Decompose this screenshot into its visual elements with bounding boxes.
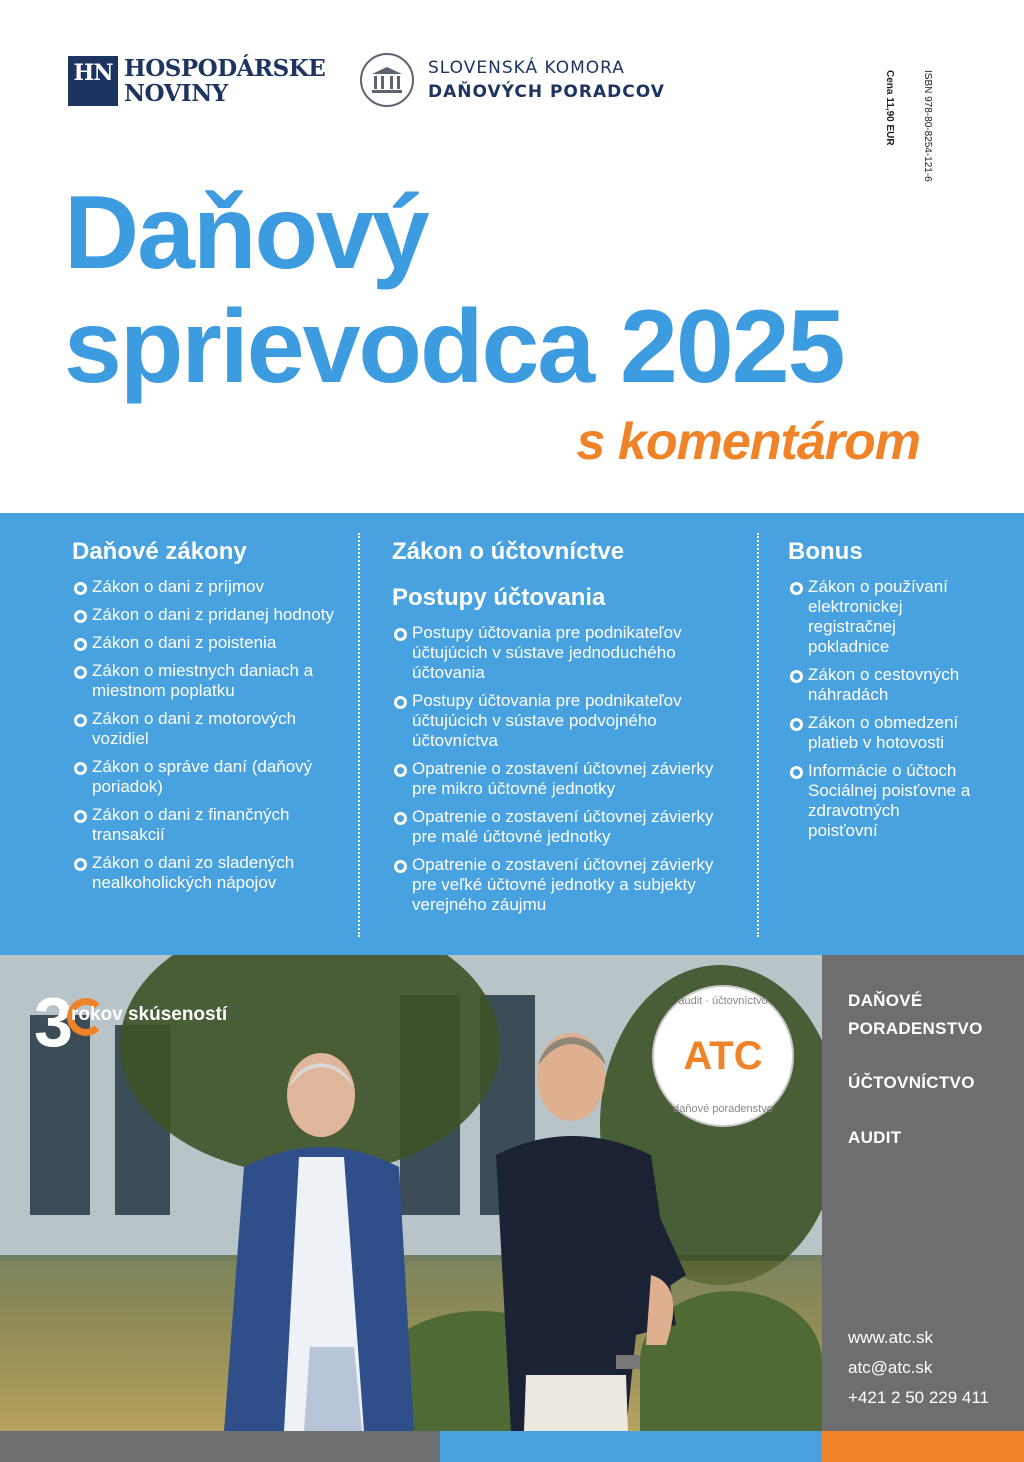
hn-logo — [68, 56, 325, 106]
list-item: Zákon o dani z motorových vozidiel — [72, 709, 342, 749]
column-divider — [757, 533, 759, 937]
person-left — [214, 1047, 424, 1431]
services-panel — [822, 955, 1024, 1431]
website-link[interactable]: www.atc.sk — [848, 1328, 934, 1347]
list-item: Postupy účtovania pre podnikateľov účtujúcich v sústave podvojného účtovníctva — [392, 691, 737, 751]
bonus-list — [788, 577, 973, 841]
list-item: Opatrenie o zostavení účtovnej závierky pre mikro účtovné jednotky — [392, 759, 737, 799]
page-title — [64, 176, 843, 404]
komora-line2: DAŇOVÝCH PORADCOV — [428, 82, 665, 102]
komora-logo — [360, 53, 665, 107]
komora-name — [428, 56, 665, 104]
phone-number: +421 2 50 229 411 — [848, 1388, 990, 1407]
column-heading: Zákon o účtovníctve — [392, 538, 625, 565]
hn-mark: HN — [68, 56, 118, 106]
contents-band — [0, 513, 1024, 955]
atc-mark: ATC — [683, 1033, 763, 1078]
service-tax — [848, 987, 983, 1043]
atc-badge — [652, 985, 794, 1127]
contact-block — [848, 1323, 989, 1413]
isbn-text: ISBN 978-80-8254-121-6 — [922, 70, 933, 182]
list-item: Opatrenie o zostavení účtovnej závierky pre veľké účtovné jednotky a subjekty verejného záujmu — [392, 855, 737, 915]
komora-line1: SLOVENSKÁ KOMORA — [428, 58, 625, 78]
years-experience — [34, 983, 228, 1061]
badge-arc-bottom: daňové poradenstvo — [673, 1103, 773, 1115]
contents-column-tax-laws — [72, 537, 342, 901]
list-item: Zákon o obmedzení platieb v hotovosti — [788, 713, 973, 753]
institution-columns-icon — [360, 53, 414, 107]
column-subheading: Postupy účtovania — [392, 584, 606, 611]
title-line2: sprievodca 2025 — [64, 289, 844, 405]
page-subtitle: s komentárom — [576, 413, 920, 471]
bottom-strip-orange — [822, 1431, 1024, 1462]
hn-line1: HOSPODÁRSKE — [124, 55, 326, 82]
list-item: Zákon o cestovných náhradách — [788, 665, 973, 705]
years-text: rokov skúseností — [70, 1004, 228, 1025]
bottom-strip-blue — [440, 1431, 822, 1462]
email-link[interactable]: atc@atc.sk — [848, 1358, 933, 1377]
contents-column-bonus — [788, 537, 973, 849]
service-label: PORADENSTVO — [848, 1019, 983, 1038]
list-item: Zákon o používaní elektronickej registračnej pokladnice — [788, 577, 973, 657]
badge-arc-top: audit · účtovníctvo — [678, 995, 768, 1007]
list-item: Zákon o dani z poistenia — [72, 633, 342, 653]
column-heading: Bonus — [788, 538, 863, 565]
price-text: Cena 11,90 EUR — [884, 70, 895, 146]
column-heading: Daňové zákony — [72, 538, 247, 565]
years-number: 3 — [34, 983, 73, 1061]
service-audit: AUDIT — [848, 1128, 902, 1147]
tax-laws-list — [72, 577, 342, 893]
service-label: DAŇOVÉ — [848, 991, 923, 1010]
list-item: Informácie o účtoch Sociálnej poisťovne a zdravotných poisťovní — [788, 761, 973, 841]
service-accounting: ÚČTOVNÍCTVO — [848, 1073, 975, 1092]
hn-line2: NOVINY — [124, 80, 228, 107]
list-item: Postupy účtovania pre podnikateľov účtujúcich v sústave jednoduchého účtovania — [392, 623, 737, 683]
list-item: Zákon o správe daní (daňový poriadok) — [72, 757, 342, 797]
bottom-strip-gray — [0, 1431, 440, 1462]
accounting-list — [392, 623, 737, 915]
list-item: Zákon o dani z príjmov — [72, 577, 342, 597]
list-item: Zákon o dani z pridanej hodnoty — [72, 605, 342, 625]
list-item: Zákon o dani zo sladených nealkoholických nápojov — [72, 853, 342, 893]
list-item: Zákon o miestnych daniach a miestnom poplatku — [72, 661, 342, 701]
contents-column-accounting — [392, 537, 737, 923]
list-item: Opatrenie o zostavení účtovnej závierky pre malé účtovné jednotky — [392, 807, 737, 847]
title-line1: Daňový — [64, 175, 428, 291]
hn-wordmark — [124, 56, 325, 106]
ad-photo — [0, 955, 822, 1431]
list-item: Zákon o dani z finančných transakcií — [72, 805, 342, 845]
column-divider — [358, 533, 360, 937]
